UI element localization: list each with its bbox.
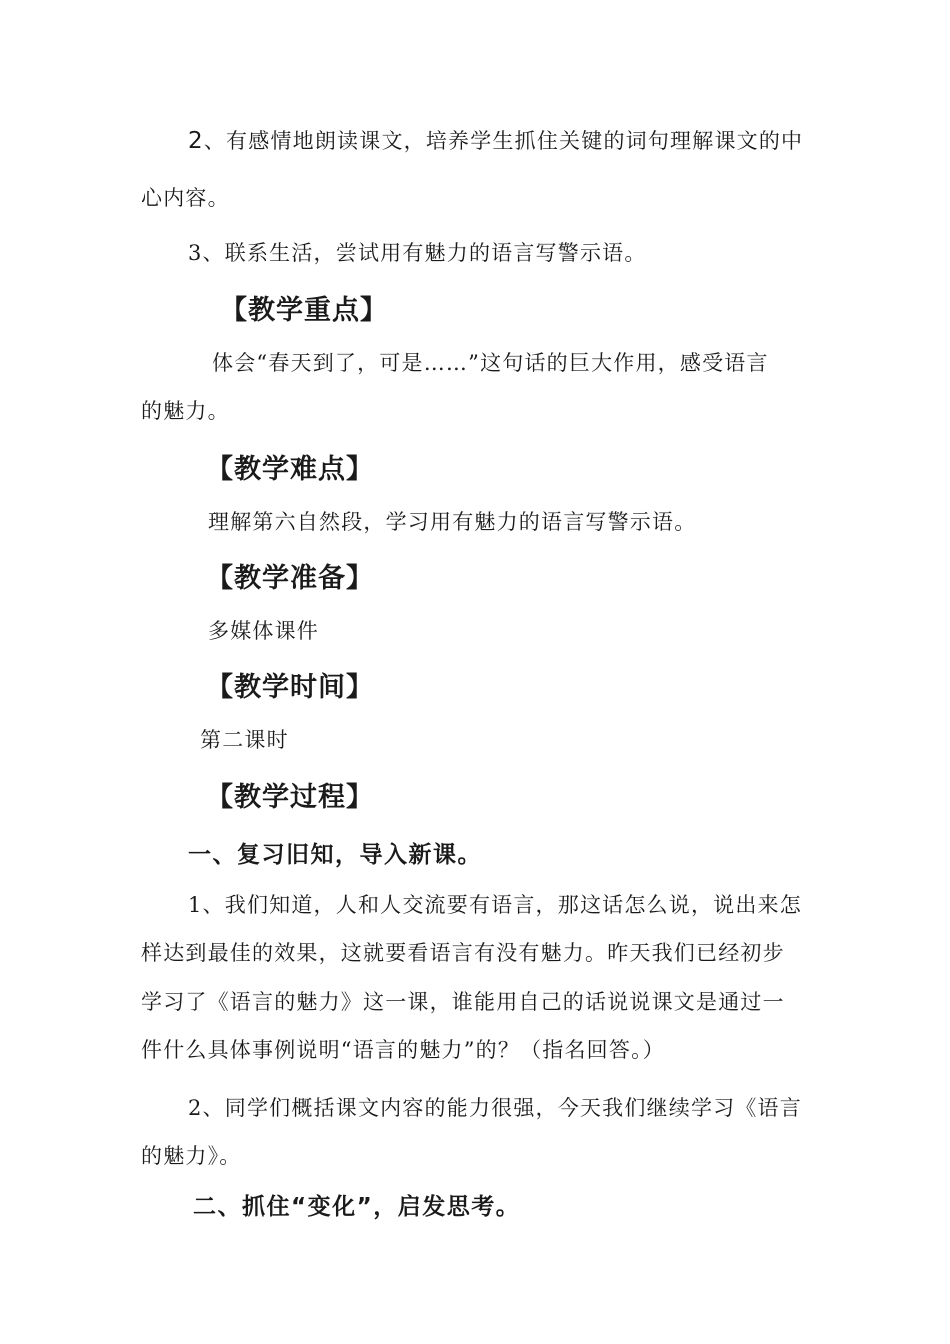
key-point-line-1: 体会“春天到了，可是……”这句话的巨大作用，感受语言 — [212, 351, 769, 375]
difficulty-text: 理解第六自然段，学习用有魅力的语言写警示语。 — [208, 510, 697, 534]
key-point-line-2: 的魅力。 — [141, 399, 230, 423]
time-text: 第二课时 — [200, 728, 289, 752]
objective-2-number: 2 — [188, 128, 204, 154]
paragraph-2-line-1: 2、同学们概括课文内容的能力很强，今天我们继续学习《语言 — [188, 1096, 802, 1120]
paragraph-1-line-3: 学习了《语言的魅力》这一课，谁能用自己的话说说课文是通过一 — [141, 990, 785, 1014]
paragraph-1-line-2: 样达到最佳的效果，这就要看语言有没有魅力。昨天我们已经初步 — [141, 941, 785, 965]
paragraph-1-line-1: 1、我们知道，人和人交流要有语言，那这话怎么说，说出来怎 — [188, 893, 802, 917]
section-1-title: 一、复习旧知，导入新课。 — [188, 842, 482, 868]
paragraph-1-line-4: 件什么具体事例说明“语言的魅力”的？（指名回答。） — [141, 1038, 665, 1062]
heading-key-point: 【教学重点】 — [220, 295, 388, 326]
objective-2-line-1: 2、有感情地朗读课文，培养学生抓住关键的词句理解课文的中 — [188, 128, 804, 154]
section-2-title: 二、抓住“变化”，启发思考。 — [193, 1194, 521, 1220]
heading-time: 【教学时间】 — [206, 672, 374, 703]
objective-2-line-2: 心内容。 — [141, 186, 230, 210]
objective-item-3: 3、联系生活，尝试用有魅力的语言写警示语。 — [188, 241, 647, 265]
paragraph-2-line-2: 的魅力》。 — [141, 1144, 242, 1168]
preparation-text: 多媒体课件 — [208, 619, 319, 643]
heading-preparation: 【教学准备】 — [206, 563, 374, 594]
heading-difficulty: 【教学难点】 — [206, 454, 374, 485]
heading-process: 【教学过程】 — [206, 782, 374, 813]
